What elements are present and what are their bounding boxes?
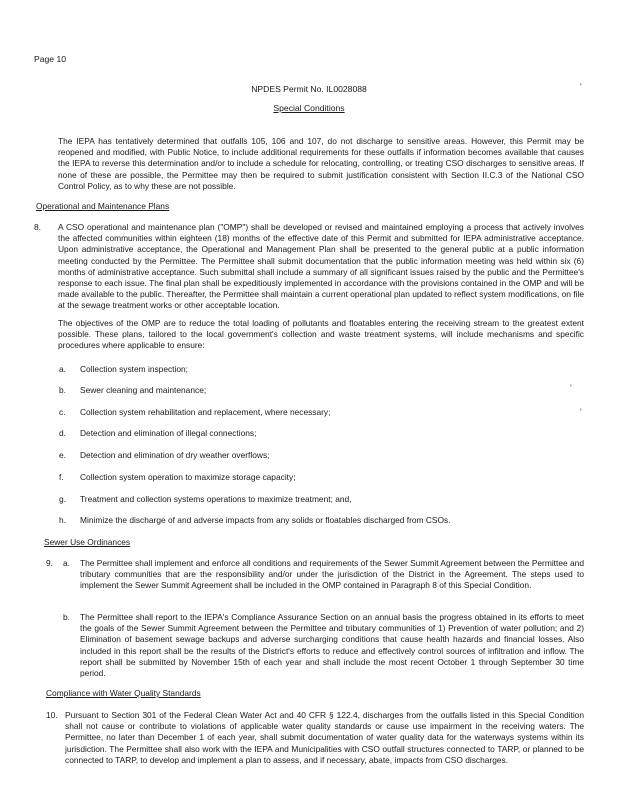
list-item: Detection and elimination of dry weather overflows; bbox=[80, 450, 270, 460]
item-9a-text: The Permittee shall implement and enforce all conditions and requirements of the Sewer Summit Agreement between the Permittee and tributary communities that are the responsibility and/or under the jurisdiction of the District in the Agreement. The steps used to implement the Sewer Summit Agreement shall be included in the OMP contained in Paragraph 8 of this Special Condition. bbox=[80, 558, 584, 591]
section-title: Special Conditions bbox=[273, 103, 345, 113]
list-item-letter: c. bbox=[59, 407, 66, 417]
list-item-letter: h. bbox=[59, 515, 66, 525]
permit-number: NPDES Permit No. IL0028088 bbox=[251, 84, 367, 94]
list-item-letter: a. bbox=[59, 364, 66, 374]
item-9a-letter: a. bbox=[63, 558, 70, 568]
list-item-letter: d. bbox=[59, 428, 66, 438]
item-9b-text: The Permittee shall report to the IEPA's Compliance Assurance Section on an annual basis the progress obtained in its efforts to meet the goals of the Sewer Summit Agreement between the Permittee and tributary communities of 1) Prevention of water pollution; and 2) Elimination of basement sewage backups and adverse surcharging conditions that cause health hazards and financial losses. Also included in this report shall be the results of the District's efforts to reduce and effectively control sources of infiltration and inflow. The report shall be submitted by November 15th of each year and shall include the most recent October 1 through September 30 time period. bbox=[80, 612, 584, 679]
scan-mark: ' bbox=[570, 383, 572, 393]
item-number-8: 8. bbox=[34, 222, 41, 232]
item-number-9: 9. bbox=[46, 558, 53, 568]
list-item-letter: g. bbox=[59, 494, 66, 504]
list-item: Treatment and collection systems operations to maximize treatment; and, bbox=[80, 494, 352, 504]
omp-paragraph: A CSO operational and maintenance plan ("OMP") shall be developed or revised and maintained employing a process that actively involves the affected communities within eighteen (18) months of the effective date of this Permit and submitted for IEPA administrative acceptance. Upon administrative acceptance, the Operational and Management Plan shall be presented to the general public at a public information meeting conducted by the Permittee. The Permittee shall submit documentation that the public information meeting was held within six (6) months of administrative acceptance. Such submittal shall include a summary of all significant issues raised by the public and the Permittee's response to each issue. The final plan shall be expeditiously implemented in accordance with the provisions contained in the OMP and will be made available to the public. Thereafter, the Permittee shall maintain a current operational plan updated to reflect system modifications, on file at the sewage treatment works or other acceptable location. bbox=[58, 222, 584, 311]
list-item-letter: e. bbox=[59, 450, 66, 460]
scan-mark: ' bbox=[580, 407, 582, 417]
water-quality-heading: Compliance with Water Quality Standards bbox=[46, 688, 201, 698]
list-item: Collection system rehabilitation and replacement, where necessary; bbox=[80, 407, 331, 417]
list-item-letter: b. bbox=[59, 385, 66, 395]
intro-paragraph: The IEPA has tentatively determined that outfalls 105, 106 and 107, do not discharge to sensitive areas. However, this Permit may be reopened and modified, with Public Notice, to include additional requirements for these outfalls if information becomes available that causes the IEPA to reverse this determination and/or to include a schedule for relocating, controlling, or treating CSO discharges to sensitive areas. If none of these are possible, the Permittee may then be required to submit justification consistent with Section II.C.3 of the National CSO Control Policy, as to why these are not possible. bbox=[58, 136, 584, 191]
omp-objectives-paragraph: The objectives of the OMP are to reduce the total loading of pollutants and floatables entering the receiving stream to the greatest extent possible. These plans, tailored to the local government's collection and waste treatment systems, will include mechanisms and specific procedures where applicable to ensure: bbox=[58, 318, 584, 351]
operational-heading: Operational and Maintenance Plans bbox=[36, 201, 170, 211]
list-item: Collection system inspection; bbox=[80, 364, 188, 374]
item-number-10: 10. bbox=[46, 710, 58, 720]
list-item: Collection system operation to maximize storage capacity; bbox=[80, 472, 296, 482]
scan-mark: ' bbox=[580, 82, 582, 92]
list-item: Minimize the discharge of and adverse impacts from any solids or floatables discharged from CSOs. bbox=[80, 515, 451, 525]
list-item: Sewer cleaning and maintenance; bbox=[80, 385, 207, 395]
list-item: Detection and elimination of illegal connections; bbox=[80, 428, 257, 438]
item-10-text: Pursuant to Section 301 of the Federal Clean Water Act and 40 CFR § 122.4, discharges from the outfalls listed in this Special Condition shall not cause or contribute to violations of applicable water quality standards or cause use impairment in the receiving waters. The Permittee, no later than December 1 of each year, shall submit documentation of water quality data for the waterways systems within its jurisdiction. The Permittee shall also work with the IEPA and Municipalities with CSO outfall structures connected to TARP, or planned to be connected to TARP, to develop and implement a plan to assess, and if necessary, abate, impacts from CSO discharges. bbox=[65, 710, 584, 765]
list-item-letter: f. bbox=[59, 472, 64, 482]
item-9b-letter: b. bbox=[63, 612, 70, 622]
sewer-use-heading: Sewer Use Ordinances bbox=[44, 537, 131, 547]
page-number: Page 10 bbox=[34, 54, 67, 64]
